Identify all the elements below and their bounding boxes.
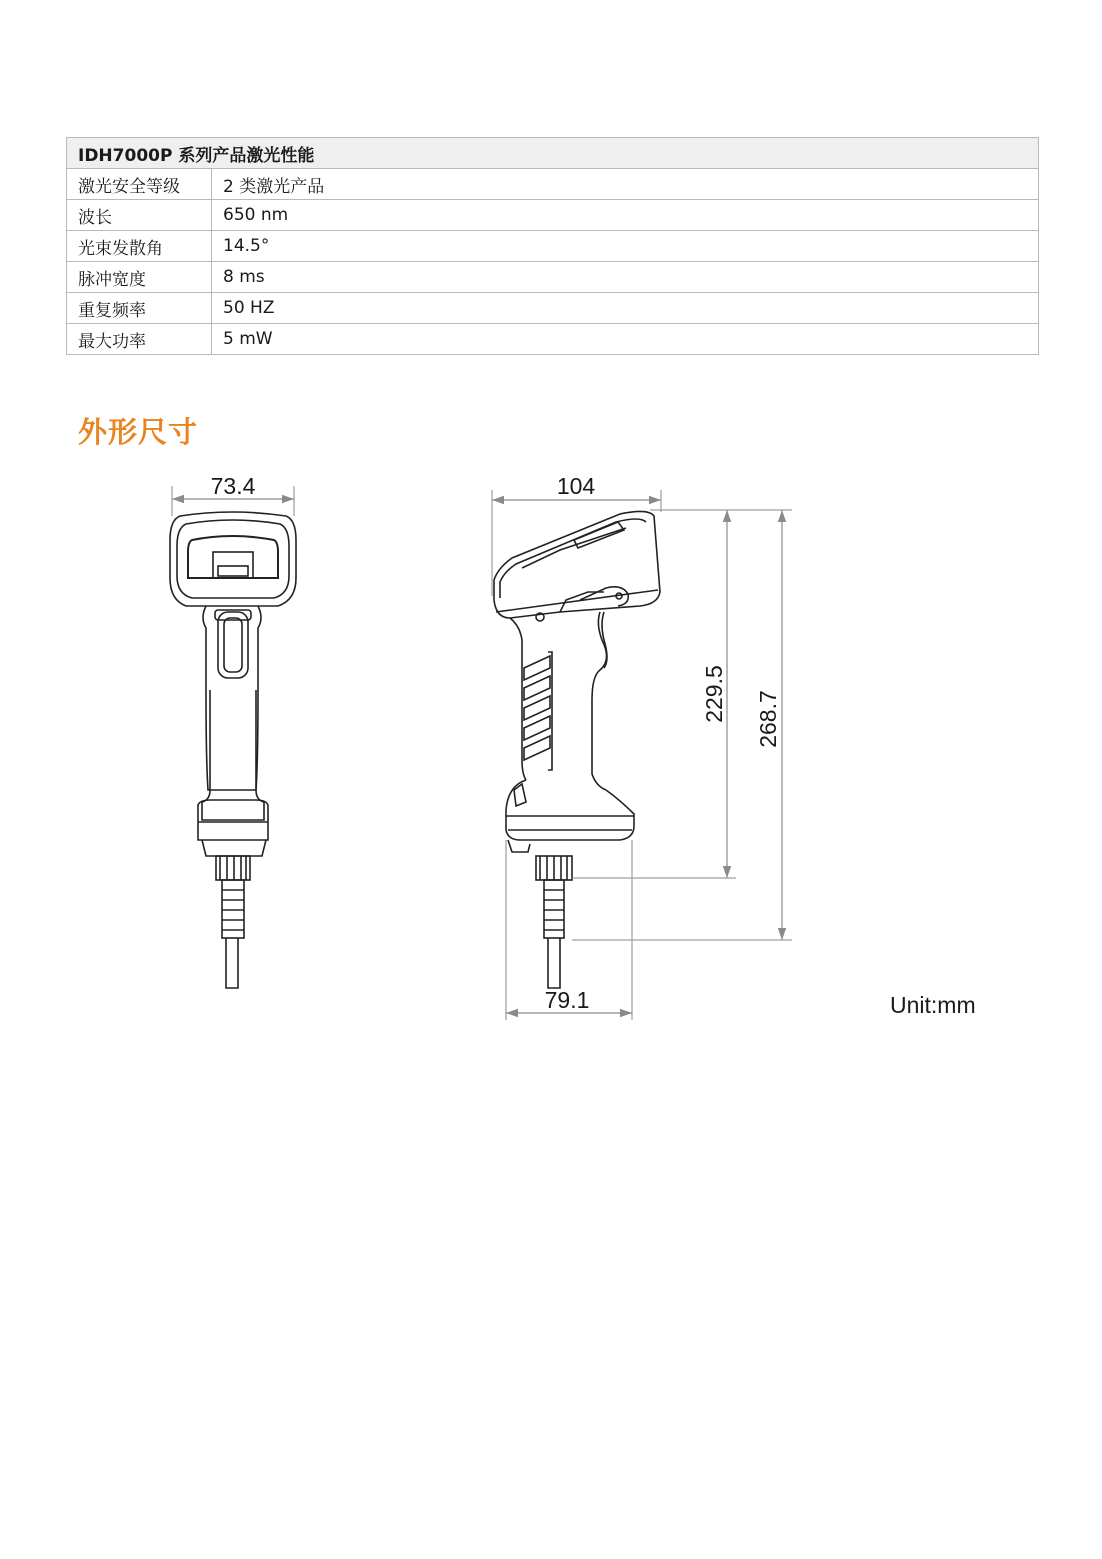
- scanner-front-view: [170, 512, 296, 988]
- table-row: [67, 324, 1039, 355]
- row-value: 14.5°: [212, 231, 1039, 262]
- table-header-row: [67, 138, 1039, 169]
- dim-front-width: 73.4: [210, 473, 256, 499]
- side-depth-dimension: [492, 473, 661, 596]
- dim-total-height: 268.7: [755, 690, 781, 748]
- dimension-drawing: [0, 460, 1102, 1040]
- row-label: 重复频率: [67, 293, 212, 324]
- scanner-side-view: [494, 511, 660, 988]
- section-title-dimensions: 外形尺寸: [78, 415, 199, 449]
- dim-handle-height: 229.5: [701, 665, 727, 723]
- unit-label: Unit:mm: [890, 992, 976, 1018]
- table-row: [67, 169, 1039, 200]
- row-value: 5 mW: [212, 324, 1039, 355]
- front-width-dimension: [172, 473, 294, 516]
- table-row: [67, 293, 1039, 324]
- base-width-dimension: [506, 840, 632, 1020]
- laser-spec-table: [66, 137, 1039, 355]
- dim-side-depth: 104: [556, 473, 596, 499]
- table-row: [67, 262, 1039, 293]
- row-value: 2 类激光产品: [212, 169, 1039, 200]
- table-row: [67, 200, 1039, 231]
- table-title: IDH7000P 系列产品激光性能: [67, 138, 1039, 169]
- row-label: 脉冲宽度: [67, 262, 212, 293]
- row-label: 最大功率: [67, 324, 212, 355]
- table-row: [67, 231, 1039, 262]
- row-label: 光束发散角: [67, 231, 212, 262]
- row-value: 8 ms: [212, 262, 1039, 293]
- row-value: 650 nm: [212, 200, 1039, 231]
- row-label: 激光安全等级: [67, 169, 212, 200]
- row-label: 波长: [67, 200, 212, 231]
- total-height-dimension: [755, 510, 782, 940]
- dim-base-width: 79.1: [544, 987, 590, 1013]
- row-value: 50 HZ: [212, 293, 1039, 324]
- handle-height-dimension: [701, 510, 727, 878]
